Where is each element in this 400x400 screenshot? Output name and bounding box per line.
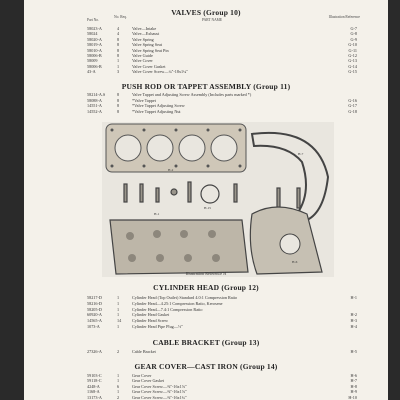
part-name: Valve Spring (132, 36, 154, 42)
part-name: Gear Cover Screw—⅜"-16x1¾" (132, 394, 187, 400)
part-number: 58009 (87, 58, 98, 64)
part-number: 58088-A (87, 97, 102, 103)
part-name: Valve Guide (132, 53, 153, 58)
table-row (87, 324, 357, 330)
illustration-ref: H-3 (350, 318, 357, 324)
quantity: 2 (117, 349, 120, 354)
table-row (87, 349, 357, 355)
part-number: 14565-A (87, 318, 102, 324)
label-h1: H-1 (154, 212, 160, 216)
quantity: 14 (117, 318, 122, 324)
label-h7: H-7 (298, 152, 304, 156)
quantity: 1 (117, 312, 120, 318)
quantity: 6 (117, 383, 120, 389)
illustration-ref: G-14 (348, 63, 357, 69)
quantity: 8 (117, 53, 120, 58)
binder-edge (0, 0, 18, 400)
quantity: 1 (117, 58, 120, 64)
part-name: Gear Cover Screw—⅜"-16x1⅛" (132, 389, 187, 395)
part-name: Valve Cover (132, 58, 153, 64)
part-name: Cylinder Head—4.25:1 Compression Ratio, Kerosene (132, 300, 223, 306)
quantity: 8 (117, 108, 120, 114)
part-name: Cylinder Head—7.4:1 Compression Ratio (132, 306, 203, 312)
part-name: Valve—Intake (132, 26, 157, 31)
quantity: 1 (117, 324, 120, 329)
illustration-ref: G-17 (348, 103, 357, 109)
quantity: 8 (117, 97, 120, 103)
part-number: 14552-A (87, 108, 102, 114)
illustration-ref: H-9 (350, 389, 357, 395)
part-number: 58214-A.S (87, 92, 106, 97)
gear-cover-heading: GEAR COVER—CAST IRON (Group 14) (134, 362, 278, 371)
part-number: 58205-D (87, 306, 102, 312)
illustration-ref: G-9 (350, 36, 357, 42)
illustration-ref: H-1 (350, 295, 357, 300)
parts-illustration (102, 122, 334, 277)
part-name: Gear Cover (132, 373, 152, 378)
catalog-page (24, 0, 388, 400)
quantity: 1 (117, 306, 120, 312)
cylinder-head-heading: CYLINDER HEAD (Group 12) (153, 283, 259, 292)
quantity: 1 (117, 373, 120, 378)
valves-heading: VALVES (Group 10) (171, 8, 241, 17)
part-number: 14551-A (87, 103, 102, 109)
part-name: Cylinder Head Pipe Plug—½" (132, 324, 183, 329)
part-name: *Valve Tappet (132, 97, 156, 103)
table-row (87, 109, 357, 115)
illustration-ref: G-18 (348, 108, 357, 114)
illustration-caption: Illustration Reference H (185, 271, 227, 276)
illustration-ref: G-15 (348, 69, 357, 75)
part-name: Cable Bracket (132, 349, 156, 354)
illustration-ref: G-8 (350, 31, 357, 37)
part-number: 1168-A (87, 389, 100, 395)
illustration-ref: G-7 (350, 26, 357, 31)
table-row (87, 395, 357, 400)
part-number: 58019-A (87, 42, 102, 48)
pushrod-heading: PUSH ROD OR TAPPET ASSEMBLY (Group 11) (121, 82, 291, 91)
part-number: 27326-A (87, 349, 102, 354)
part-name: Valve Tappet and Adjusting Screw Assembly (Includes parts marked *) (132, 92, 252, 97)
part-number: 59118-C (87, 378, 102, 384)
col-ill-ref: Illustration Reference (328, 15, 360, 19)
quantity: 2 (117, 394, 120, 400)
illustration-ref: H-6 (350, 373, 357, 378)
illustration-ref: H-5 (350, 349, 357, 354)
part-number: 58020-A (87, 36, 102, 42)
col-part-name: PART NAME (202, 18, 223, 22)
part-name: Valve Cover Gasket (132, 63, 166, 69)
part-number: 58024 (87, 31, 98, 37)
illustration-ref: G-13 (348, 58, 357, 64)
cable-bracket-heading: CABLE BRACKET (Group 13) (152, 338, 260, 347)
quantity: 8 (117, 103, 120, 109)
quantity: 1 (117, 295, 120, 300)
part-number: 58023-A (87, 26, 102, 31)
quantity: 1 (117, 389, 120, 395)
part-name: Valve Spring Seat (132, 42, 163, 48)
part-number: 58006-B (87, 63, 102, 69)
illustration-ref: H-4 (350, 324, 357, 329)
cylinder-head-shape (110, 220, 248, 274)
label-h15: H-15 (204, 206, 211, 210)
part-name: Valve Spring Seat Pin (132, 47, 169, 53)
quantity: 3 (117, 69, 120, 75)
quantity: 4 (117, 26, 120, 31)
quantity: 8 (117, 47, 120, 53)
part-name: Cylinder Head Gasket (132, 312, 170, 318)
cover-gasket-shape (252, 133, 328, 220)
illustration-ref: G-10 (348, 42, 357, 48)
part-name: Valve—Exhaust (132, 31, 160, 37)
quantity: 1 (117, 63, 120, 69)
illustration-ref: H-7 (350, 378, 357, 384)
parts-drawing (102, 122, 334, 277)
part-name: Gear Cover Gasket (132, 378, 165, 384)
part-number: 59103-C (87, 373, 102, 378)
part-name: Cylinder Head Screw (132, 318, 169, 324)
part-number: 43-A (87, 69, 96, 75)
quantity: 8 (117, 92, 120, 97)
part-number: 1073-A (87, 324, 100, 329)
table-row (87, 69, 357, 75)
illustration-ref: H-8 (350, 383, 357, 389)
quantity: 8 (117, 36, 120, 42)
col-part-no: Part No. (87, 18, 99, 22)
part-number: 13173-A (87, 394, 102, 400)
part-number: 58010-A (87, 47, 102, 53)
part-name: Gear Cover Screw—⅜"-16x1⅛" (132, 383, 187, 389)
quantity: 1 (117, 300, 120, 306)
illustration-ref: H-2 (350, 312, 357, 318)
illustration-ref: G-12 (348, 53, 357, 58)
part-number: 58216-D (87, 300, 102, 306)
illustration-ref: G-16 (348, 97, 357, 103)
illustration-ref: G-11 (348, 47, 357, 53)
part-name: *Valve Tappet Adjusting Nut (132, 108, 181, 114)
part-number: 58217-D (87, 295, 102, 300)
part-number: 60920-A (87, 312, 102, 318)
part-name: Valve Cover Screw—¼"-18x1¼" (132, 69, 188, 75)
part-name: *Valve Tappet Adjusting Screw (132, 103, 185, 109)
quantity: 1 (117, 378, 120, 384)
quantity: 8 (117, 42, 120, 48)
part-number: 4248-A (87, 383, 100, 389)
label-h6: H-6 (292, 260, 298, 264)
quantity: 4 (117, 31, 120, 37)
part-name: Cylinder Head (Top Outlet) Standard 4.0:1 Compression Ratio (132, 295, 238, 300)
col-no-req: No. Req. (114, 15, 127, 19)
part-number: 58006-B (87, 53, 102, 58)
illustration-ref: H-10 (348, 394, 357, 400)
label-h2: H-2 (168, 168, 174, 172)
